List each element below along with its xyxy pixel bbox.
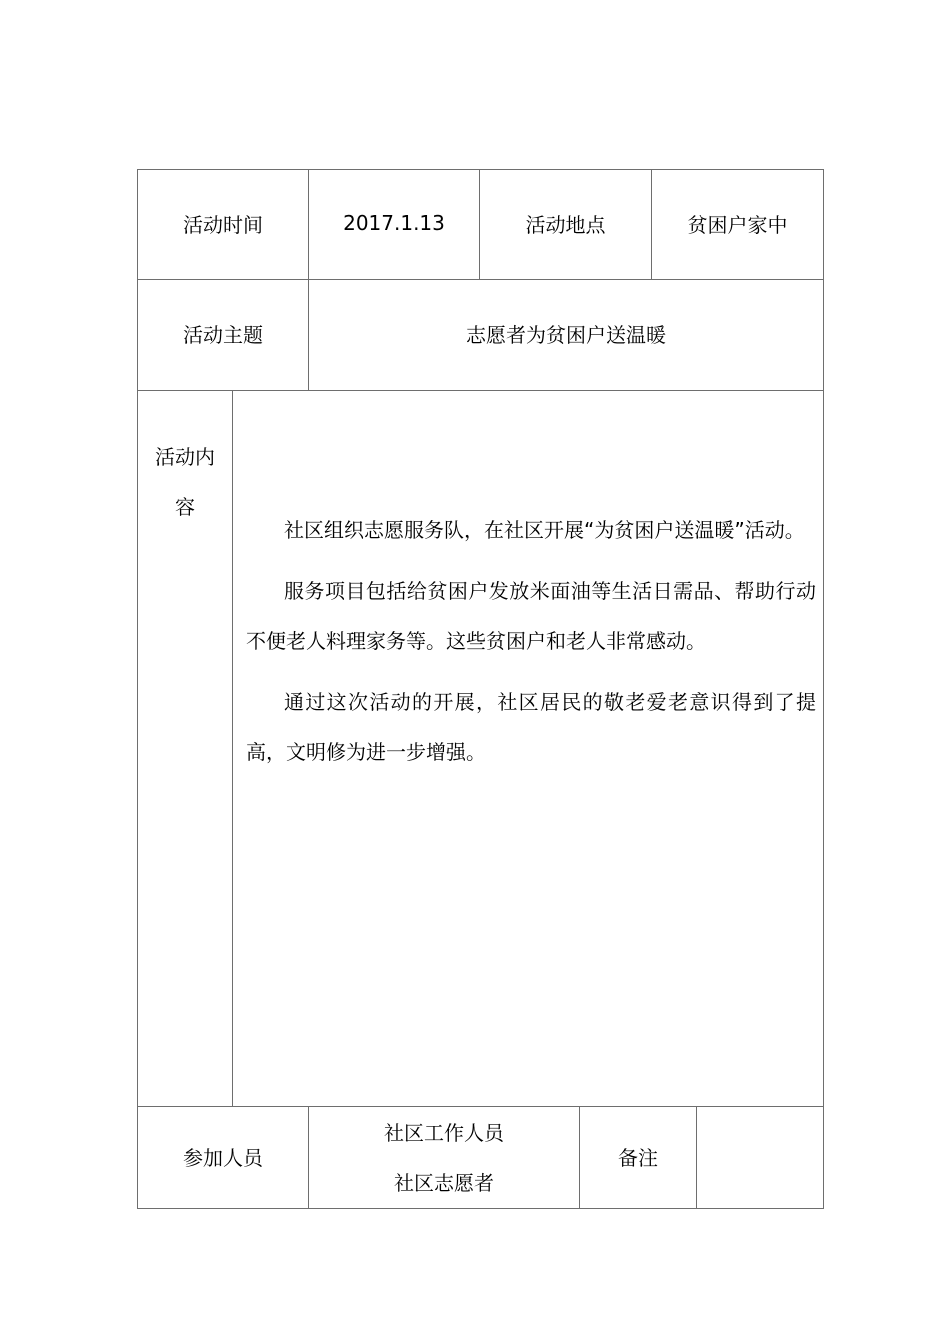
- activity-content-body: [246, 505, 816, 788]
- activity-time-value: 2017.1.13: [343, 211, 445, 235]
- content-paragraph-1: 社区组织志愿服务队，在社区开展“为贫困户送温暖”活动。: [284, 518, 805, 542]
- activity-content-label-line2: 容: [175, 495, 195, 519]
- table-border-right: [823, 169, 824, 1209]
- activity-place-label: 活动地点: [525, 212, 606, 237]
- content-paragraph-2: 服务项目包括给贫困户发放米面油等生活日需品、帮助行动不便老人料理家务等。这些贫困户和老人非常感动。: [246, 579, 816, 653]
- activity-theme-label: 活动主题: [183, 323, 263, 347]
- activity-theme-value: 志愿者为贫困户送温暖: [466, 323, 666, 347]
- row-divider-2: [137, 390, 824, 391]
- participants-list: [309, 1107, 579, 1208]
- table-border-bottom: [137, 1208, 824, 1209]
- remarks-label: 备注: [618, 1145, 658, 1170]
- col-divider-r3: [232, 390, 233, 1106]
- participant-volunteers: 社区志愿者: [394, 1170, 494, 1195]
- remarks-value: [697, 1107, 823, 1208]
- activity-time-label: 活动时间: [183, 212, 263, 237]
- participants-label: 参加人员: [183, 1145, 263, 1170]
- activity-content-label-line1: 活动内: [155, 445, 215, 469]
- participant-staff: 社区工作人员: [384, 1120, 504, 1145]
- activity-content-label: [138, 432, 232, 532]
- content-paragraph-3: 通过这次活动的开展，社区居民的敬老爱老意识得到了提高，文明修为进一步增强。: [246, 690, 816, 764]
- activity-place-value: 贫困户家中: [687, 212, 788, 237]
